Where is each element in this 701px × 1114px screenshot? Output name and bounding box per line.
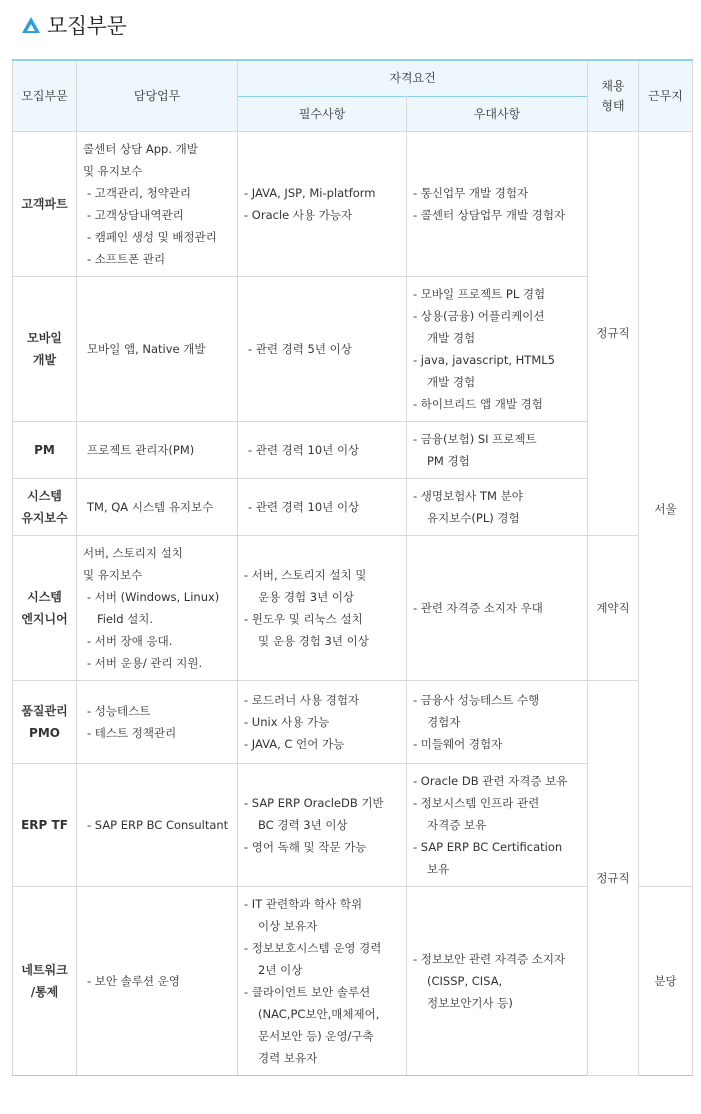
duty-line: - 소프트폰 관리 [87, 251, 166, 266]
header-required: 필수사항 [238, 96, 407, 131]
header-preferred: 우대사항 [407, 96, 588, 131]
required-line: 2년 이상 [258, 962, 303, 977]
duty-line: 프로젝트 관리자(PM) [87, 442, 195, 457]
duty-line: - 캠페인 생성 및 배정관리 [87, 229, 217, 244]
preferred-cell [407, 763, 588, 886]
employment-type: 계약직 [596, 600, 630, 615]
duty-line: - 성능테스트 [87, 703, 151, 718]
preferred-line: - 정보시스템 인프라 관련 [413, 795, 540, 810]
location-label: 분당 [654, 973, 677, 988]
preferred-line: - java, javascript, HTML5 [413, 352, 555, 367]
dept-label: 고객파트 [21, 196, 68, 211]
preferred-cell [407, 276, 588, 421]
duty-cell [77, 131, 238, 276]
preferred-line: - 모바일 프로젝트 PL 경험 [413, 286, 546, 301]
required-line: 이상 보유자 [258, 918, 318, 933]
duty-line: - 보안 솔루션 운영 [87, 973, 180, 988]
dept-cell [13, 886, 77, 1075]
header-employment-line2: 형태 [601, 98, 625, 113]
duty-cell [77, 763, 238, 886]
dept-cell [13, 680, 77, 763]
required-line: - JAVA, JSP, Mi-platform [244, 185, 376, 200]
required-line: - 관련 경력 5년 이상 [248, 341, 352, 356]
preferred-cell [407, 886, 588, 1075]
required-cell [238, 763, 407, 886]
preferred-cell [407, 421, 588, 478]
required-line: - Unix 사용 가능 [244, 714, 330, 729]
dept-cell [13, 421, 77, 478]
duty-line: - 서버 운용/ 관리 지원. [87, 655, 203, 670]
preferred-line: - 생명보험사 TM 분야 [413, 488, 523, 503]
preferred-line: - 금융(보험) SI 프로젝트 [413, 431, 537, 446]
required-cell [238, 478, 407, 535]
header-qualifications: 자격요건 [238, 60, 588, 96]
duty-cell [77, 478, 238, 535]
required-cell [238, 276, 407, 421]
page-title: 모집부문 [47, 14, 127, 38]
dept-label: 엔지니어 [21, 611, 68, 626]
dept-label: 개발 [32, 352, 57, 367]
table-row [13, 535, 693, 680]
employment-type: 정규직 [596, 870, 630, 885]
preferred-cell [407, 478, 588, 535]
location-label: 서울 [654, 501, 677, 516]
required-line: 문서보안 등) 운영/구축 [258, 1028, 374, 1043]
duty-cell [77, 276, 238, 421]
duty-line: - 고객관리, 청약관리 [87, 185, 191, 200]
required-line: 경력 보유자 [258, 1050, 318, 1065]
required-cell [238, 131, 407, 276]
required-line: - 정보보호시스템 운영 경력 [244, 940, 382, 955]
duty-cell [77, 680, 238, 763]
employment-type-cell [588, 535, 639, 680]
dept-cell [13, 535, 77, 680]
employment-type: 정규직 [596, 326, 630, 340]
preferred-line: - Oracle DB 관련 자격증 보유 [413, 773, 568, 788]
preferred-line: 자격증 보유 [427, 817, 487, 832]
dept-label: 시스템 [27, 589, 62, 604]
recruitment-table [12, 59, 693, 1076]
section-header [22, 10, 126, 40]
duty-line: - 서버 장애 응대. [87, 633, 173, 648]
required-cell [238, 535, 407, 680]
dept-cell [13, 478, 77, 535]
required-line: - 윈도우 및 리눅스 설치 [244, 611, 363, 626]
dept-cell [13, 276, 77, 421]
required-cell [238, 886, 407, 1075]
duty-line: Field 설치. [97, 611, 154, 626]
location-cell [639, 131, 693, 886]
preferred-line: 유지보수(PL) 경험 [427, 510, 520, 525]
preferred-cell [407, 131, 588, 276]
dept-label: 네트워크 [21, 962, 68, 977]
preferred-line: PM 경험 [427, 453, 470, 468]
duty-line: TM, QA 시스템 유지보수 [87, 499, 214, 514]
preferred-cell [407, 680, 588, 763]
preferred-line: - 금융사 성능테스트 수행 [413, 692, 540, 707]
required-line: - SAP ERP OracleDB 기반 [244, 795, 384, 810]
employment-type-cell [588, 680, 639, 1075]
preferred-line: - 정보보안 관련 자격증 소지자 [413, 951, 566, 966]
dept-label: PMO [29, 725, 60, 740]
dept-label: ERP TF [21, 817, 68, 832]
dept-label: 모바일 [27, 330, 62, 345]
dept-label: 유지보수 [21, 510, 68, 525]
duty-line: 모바일 앱, Native 개발 [87, 341, 206, 356]
header-location: 근무지 [639, 60, 693, 131]
duty-cell [77, 421, 238, 478]
required-cell [238, 680, 407, 763]
preferred-line: 보유 [427, 861, 450, 876]
required-line: 및 운용 경험 3년 이상 [258, 633, 369, 648]
header-dept: 모집부문 [13, 60, 77, 131]
preferred-line: 개발 경험 [427, 330, 476, 345]
preferred-line: - 미들웨어 경험자 [413, 736, 503, 751]
required-line: - 클라이언트 보안 솔루션 [244, 984, 371, 999]
required-line: - 관련 경력 10년 이상 [248, 499, 360, 514]
triangle-icon [22, 17, 40, 33]
preferred-line: - 통신업무 개발 경험자 [413, 185, 529, 200]
dept-cell [13, 131, 77, 276]
duty-line: - SAP ERP BC Consultant [87, 817, 229, 832]
duty-line: 서버, 스토리지 설치 [83, 545, 183, 560]
location-cell [639, 886, 693, 1075]
required-line: - Oracle 사용 가능자 [244, 207, 353, 222]
required-line: BC 경력 3년 이상 [258, 817, 348, 832]
preferred-line: - 콜센터 상담업무 개발 경험자 [413, 207, 566, 222]
table-row [13, 680, 693, 763]
preferred-cell [407, 535, 588, 680]
duty-line: - 고객상담내역관리 [87, 207, 184, 222]
required-line: - 서버, 스토리지 설치 및 [244, 567, 367, 582]
duty-cell [77, 886, 238, 1075]
duty-cell [77, 535, 238, 680]
dept-label: 시스템 [27, 488, 62, 503]
required-line: - JAVA, C 언어 가능 [244, 736, 345, 751]
preferred-line: 경험자 [427, 714, 461, 729]
dept-label: /통제 [30, 984, 59, 999]
duty-line: - 테스트 정책관리 [87, 725, 177, 740]
duty-line: 및 유지보수 [83, 163, 143, 178]
required-line: (NAC,PC보안,매체제어, [258, 1006, 380, 1021]
duty-line: - 서버 (Windows, Linux) [87, 589, 220, 604]
required-cell [238, 421, 407, 478]
required-line: - IT 관련학과 학사 학위 [244, 896, 363, 911]
dept-label: 품질관리 [21, 703, 68, 718]
required-line: 운용 경험 3년 이상 [258, 589, 355, 604]
preferred-line: - 상용(금융) 어플리케이션 [413, 308, 545, 323]
duty-line: 콜센터 상담 App. 개발 [83, 141, 198, 156]
required-line: - 로드러너 사용 경험자 [244, 692, 360, 707]
dept-label: PM [34, 442, 55, 457]
preferred-line: 정보보안기사 등) [427, 995, 513, 1010]
preferred-line: - 관련 자격증 소지자 우대 [413, 600, 543, 615]
duty-line: 및 유지보수 [83, 567, 143, 582]
required-line: - 관련 경력 10년 이상 [248, 442, 360, 457]
preferred-line: - SAP ERP BC Certification [413, 839, 563, 854]
required-line: - 영어 독해 및 작문 가능 [244, 839, 367, 854]
header-employment-type [588, 60, 639, 131]
dept-cell [13, 763, 77, 886]
employment-type-cell [588, 131, 639, 535]
header-employment-line1: 채용 [601, 78, 625, 93]
header-duty: 담당업무 [77, 60, 238, 131]
preferred-line: (CISSP, CISA, [427, 973, 503, 988]
preferred-line: 개발 경험 [427, 374, 476, 389]
preferred-line: - 하이브리드 앱 개발 경험 [413, 396, 543, 411]
table-row [13, 131, 693, 276]
